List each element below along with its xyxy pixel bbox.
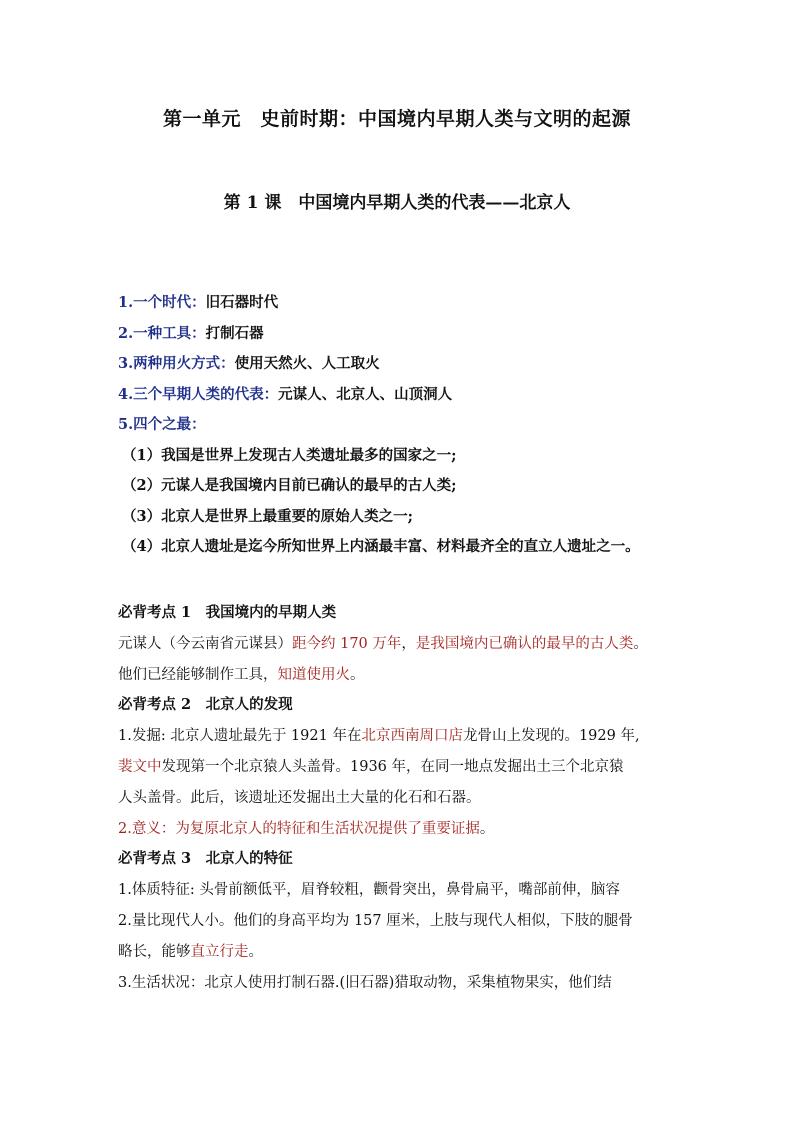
point-text: 1.发掘: 北京人遗址最先于 1921 年在: [118, 728, 362, 745]
highlight-text: 为复原北京人的特征和生活状况提供了重要证据: [175, 820, 480, 837]
summary-item: [118, 288, 718, 319]
summary-label: 1.一个时代：: [118, 294, 206, 311]
lesson-title: 第 1 课 中国境内早期人类的代表——北京人: [223, 193, 571, 213]
point-text: 。: [633, 635, 648, 652]
point-line: [118, 629, 678, 660]
point-line: 1.体质特征: 头骨前额低平，眉脊较粗，颧骨突出，鼻骨扁平，嘴部前伸，脑容: [118, 882, 620, 899]
summary-list: [118, 288, 718, 563]
summary-label: 3.两种用火方式：: [118, 355, 235, 372]
point-heading: 必背考点 1 我国境内的早期人类: [118, 604, 337, 621]
point-text: ，: [401, 635, 416, 652]
key-points: [118, 598, 678, 998]
summary-value: 旧石器时代: [205, 294, 279, 311]
summary-item: [118, 349, 718, 380]
highlight-text: 距今约 170 万年: [292, 635, 402, 652]
highlight-text: 北京西南周口店: [361, 728, 463, 745]
point-text: 。: [350, 666, 365, 683]
point-line: [118, 937, 678, 968]
highlight-text: 2.意义：: [118, 820, 176, 837]
summary-label: 2.一种工具：: [118, 324, 206, 342]
point-line: [118, 752, 678, 783]
point-line: 人头盖骨。此后，该遗址还发掘出土大量的化石和石器。: [118, 789, 481, 806]
point-line: [118, 721, 678, 752]
point-text: 。: [479, 820, 495, 837]
point-line: [118, 660, 678, 691]
summary-item: [118, 319, 718, 350]
summary-subitem: （4）北京人遗址是迄今所知世界上内涵最丰富、材料最齐全的直立人遗址之一。: [122, 538, 640, 555]
point-line: 3.生活状况：北京人使用打制石器.(旧石器)猎取动物，采集植物果实，他们结: [118, 974, 612, 991]
point-heading: 必背考点 2 北京人的发现: [118, 696, 293, 714]
highlight-text: 是我国境内已确认的最早的古人类: [415, 635, 634, 652]
summary-value: 元谋人、北京人、山顶洞人: [278, 385, 453, 403]
summary-subitem: （3）北京人是世界上最重要的原始人类之一;: [122, 507, 413, 525]
summary-label: 5.四个之最：: [118, 416, 206, 433]
unit-title: 第一单元 史前时期：中国境内早期人类与文明的起源: [162, 108, 631, 130]
point-text: 。: [248, 943, 263, 960]
point-line: 2.量比现代人小。他们的身高平均为 157 厘米，上肢与现代人相似，下肢的腿骨: [118, 912, 633, 929]
summary-subitem: （2）元谋人是我国境内目前已确认的最早的古人类;: [122, 477, 457, 494]
point-text: 略长，能够: [118, 943, 191, 960]
point-text: 发现第一个北京猿人头盖骨。1936 年，在同一地点发掘出土三个北京猿: [161, 758, 624, 775]
point-heading: 必背考点 3 北京人的特征: [118, 850, 293, 868]
point-line: [118, 814, 678, 845]
summary-item: [118, 380, 718, 411]
highlight-text: 裴文中: [118, 758, 162, 775]
highlight-text: 直立行走: [190, 943, 249, 960]
point-text: 他们已经能够制作工具，: [118, 666, 278, 683]
summary-item: [118, 410, 718, 441]
summary-subitem: （1）我国是世界上发现古人类遗址最多的国家之一;: [122, 446, 457, 464]
summary-label: 4.三个早期人类的代表：: [118, 385, 279, 403]
point-text: 龙骨山上发现的。1929 年,: [462, 728, 640, 745]
point-text: 元谋人（今云南省元谋县）: [118, 635, 292, 652]
highlight-text: 知道使用火: [277, 666, 350, 683]
summary-value: 使用天然火、人工取火: [234, 355, 380, 372]
summary-value: 打制石器: [205, 324, 264, 342]
